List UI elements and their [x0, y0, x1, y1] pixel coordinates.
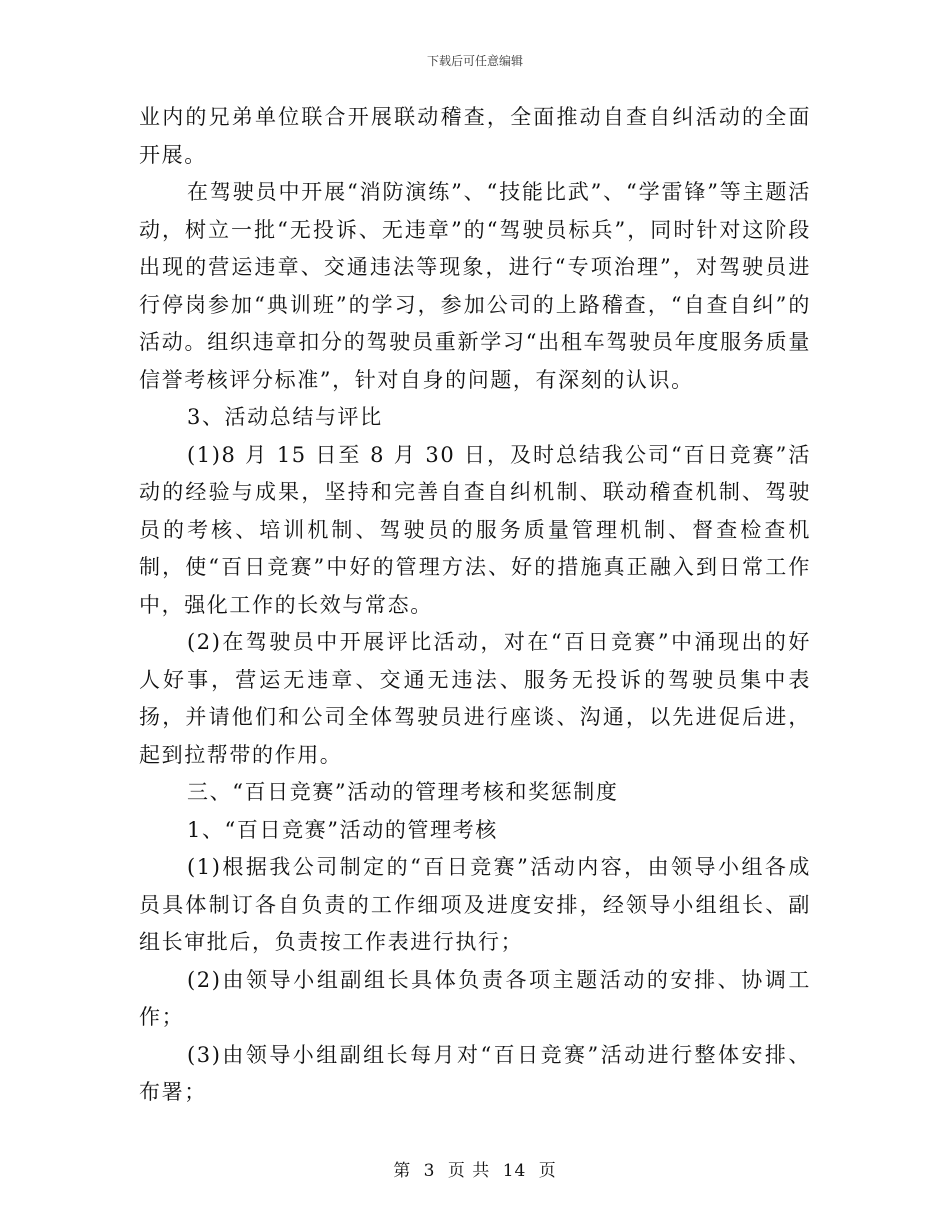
page-footer	[0, 1156, 950, 1181]
paragraph-2: 在驾驶员中开展“消防演练”、“技能比武”、“学雷锋”等主题活动，树立一批“无投诉、无违章”的“驾驶员标兵”，同时针对这阶段出现的营运违章、交通违法等现象，进行“专项治理”，对驾驶员进行停岗参加“典训班”的学习，参加公司的上路稽查，“自查自纠”的活动。组织违章扣分的驾驶员重新学习“出租车驾驶员年度服务质量信誉考核评分标准”，针对自身的问题，有深刻的认识。	[139, 180, 811, 392]
footer-prefix: 第	[393, 1161, 412, 1181]
total-page-count: 14	[502, 1161, 527, 1181]
paragraph-assessment-1: (1)根据我公司制定的“百日竞赛”活动内容，由领导小组各成员具体制订各自负责的工作细项及进度安排，经领导小组组长、副组长审批后，负责按工作表进行执行；	[139, 855, 811, 954]
subsection-heading-assessment: 1、“百日竞赛”活动的管理考核	[187, 817, 498, 842]
section-heading-activity-summary: 3、活动总结与评比	[187, 405, 383, 429]
current-page-number: 3	[423, 1161, 436, 1181]
footer-suffix: 页	[538, 1161, 557, 1181]
paragraph-assessment-2: (2)由领导小组副组长具体负责各项主题活动的安排、协调工作；	[139, 967, 811, 1029]
footer-middle: 页 共	[447, 1161, 491, 1181]
paragraph-1: 业内的兄弟单位联合开展联动稽查，全面推动自查自纠活动的全面开展。	[139, 105, 811, 167]
paragraph-assessment-3: (3)由领导小组副组长每月对“百日竞赛”活动进行整体安排、布署；	[139, 1042, 811, 1104]
paragraph-summary-2: (2)在驾驶员中开展评比活动，对在“百日竞赛”中涌现出的好人好事，营运无违章、交通无违法、服务无投诉的驾驶员集中表扬，并请他们和公司全体驾驶员进行座谈、沟通，以先进促后进，起到拉帮带的作用。	[139, 630, 811, 767]
paragraph-summary-1: (1)8 月 15 日至 8 月 30 日，及时总结我公司“百日竞赛”活动的经验与成果，坚持和完善自查自纠机制、联动稽查机制、驾驶员的考核、培训机制、驾驶员的服务质量管理机制、督查检查机制，使“百日竞赛”中好的管理方法、好的措施真正融入到日常工作中，强化工作的长效与常态。	[139, 442, 811, 617]
section-heading-management: 三、“百日竞赛”活动的管理考核和奖惩制度	[187, 780, 619, 804]
document-body	[139, 99, 811, 1112]
page-header: 下载后可任意编辑	[426, 54, 523, 68]
